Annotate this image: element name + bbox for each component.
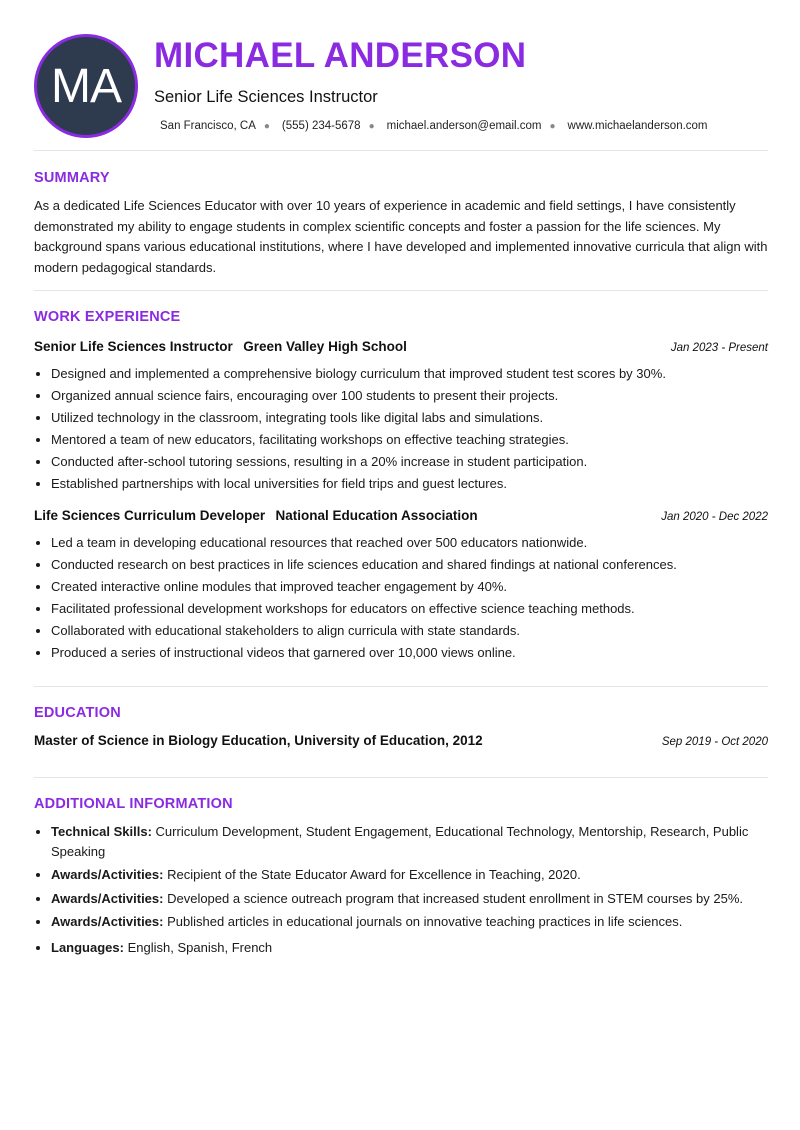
email-link[interactable]: michael.anderson@email.com bbox=[386, 120, 542, 132]
job-organization: National Education Association bbox=[275, 508, 478, 523]
list-item bbox=[51, 889, 785, 909]
list-item: • Produced a series of instructional videos that garnered over 10,000 views online. bbox=[51, 642, 768, 664]
item-label: Awards/Activities: bbox=[51, 890, 164, 906]
section-title-additional-information: ADDITIONAL INFORMATION bbox=[34, 796, 233, 812]
divider bbox=[34, 777, 768, 778]
list-item: • Utilized technology in the classroom, integrating tools like digital labs and simulations. bbox=[51, 407, 768, 429]
section-title-work-experience: WORK EXPERIENCE bbox=[34, 309, 181, 325]
list-item: • Facilitated professional development workshops for educators on effective science teaching methods. bbox=[51, 598, 768, 620]
list-item: • Conducted research on best practices in life sciences education and shared findings at national conferences. bbox=[51, 554, 768, 576]
summary-text: As a dedicated Life Sciences Educator with over 10 years of experience in academic and field settings, I have consistently demonstrated my ability to engage students in complex scientific concepts and foster a passion for the life sciences. My background spans various educational institutions, where I have developed and implemented innovative curricula that align with modern pedagogical standards. bbox=[34, 198, 768, 275]
website-link[interactable]: www.michaelanderson.com bbox=[567, 120, 708, 132]
item-label: Awards/Activities: bbox=[51, 914, 164, 929]
list-item: • Established partnerships with local universities for field trips and guest lectures. bbox=[51, 473, 768, 495]
language-item: , Spanish bbox=[170, 940, 224, 955]
list-item bbox=[51, 822, 785, 861]
separator-dot-icon: ● bbox=[549, 120, 556, 132]
separator-dot-icon: ● bbox=[263, 120, 270, 132]
candidate-name: MICHAEL ANDERSON bbox=[154, 36, 527, 75]
divider bbox=[34, 150, 768, 151]
additional-info-list bbox=[34, 822, 785, 961]
section-title-education: EDUCATION bbox=[34, 705, 121, 721]
separator-dot-icon: ● bbox=[368, 120, 375, 132]
job-title: Life Sciences Curriculum Developer bbox=[34, 508, 266, 523]
list-item: • Conducted after-school tutoring sessions, resulting in a 20% increase in student participation. bbox=[51, 451, 768, 473]
location-text: San Francisco, CA bbox=[160, 120, 256, 132]
list-item: • Organized annual science fairs, encouraging over 100 students to present their projects. bbox=[51, 385, 768, 407]
avatar bbox=[34, 34, 138, 138]
job-organization: Green Valley High School bbox=[243, 339, 407, 354]
candidate-title: Senior Life Sciences Instructor bbox=[154, 88, 378, 106]
item-text: Developed a science outreach program that increased student enrollment in STEM courses by 25%. bbox=[167, 890, 744, 906]
languages-list bbox=[128, 940, 273, 955]
list-item bbox=[51, 912, 785, 932]
contact-website[interactable] bbox=[568, 120, 708, 132]
contact-bar bbox=[160, 120, 708, 132]
job-bullets bbox=[34, 532, 768, 664]
contact-phone bbox=[282, 120, 387, 132]
avatar-initials: MA bbox=[51, 59, 121, 113]
list-item: • Mentored a team of new educators, facilitating workshops on effective teaching strategies. bbox=[51, 429, 768, 451]
languages-label: Languages: bbox=[51, 939, 124, 955]
list-item: • Collaborated with educational stakeholders to align curricula with state standards. bbox=[51, 620, 768, 642]
job-heading bbox=[34, 507, 478, 525]
item-label: Technical Skills: bbox=[51, 824, 152, 839]
education-entry bbox=[34, 733, 768, 748]
list-item bbox=[51, 938, 785, 958]
education-dates: Sep 2019 - Oct 2020 bbox=[661, 736, 768, 748]
job-entry bbox=[34, 338, 768, 495]
item-label: Awards/Activities: bbox=[51, 867, 164, 882]
job-title: Senior Life Sciences Instructor bbox=[34, 339, 233, 354]
language-item: English bbox=[127, 939, 171, 955]
job-heading bbox=[34, 338, 407, 356]
job-header bbox=[34, 507, 768, 525]
list-item: • Designed and implemented a comprehensive biology curriculum that improved student test scores by 30%. bbox=[51, 363, 768, 385]
item-text: Curriculum Development, Student Engagement, Educational Technology, Mentorship, Research, Public Speaking bbox=[51, 824, 749, 859]
list-item: • Created interactive online modules that improved teacher engagement by 40%. bbox=[51, 576, 768, 598]
contact-location bbox=[160, 120, 282, 132]
list-item bbox=[51, 865, 785, 885]
job-entry bbox=[34, 507, 768, 664]
language-item: , French bbox=[224, 940, 272, 955]
contact-email[interactable] bbox=[387, 120, 568, 132]
phone-text: (555) 234-5678 bbox=[281, 120, 361, 132]
item-text: Recipient of the State Educator Award for Excellence in Teaching, 2020. bbox=[167, 867, 581, 882]
job-dates: Jan 2020 - Dec 2022 bbox=[661, 511, 768, 523]
divider bbox=[34, 686, 768, 687]
list-item: • Led a team in developing educational resources that reached over 500 educators nationwide. bbox=[51, 532, 768, 554]
education-degree: Master of Science in Biology Education, University of Education, 2012 bbox=[34, 733, 483, 748]
job-bullets bbox=[34, 363, 768, 495]
item-text: Published articles in educational journals on innovative teaching practices in life sciences. bbox=[167, 914, 683, 929]
divider bbox=[34, 290, 768, 291]
job-dates: Jan 2023 - Present bbox=[670, 342, 768, 354]
job-header bbox=[34, 338, 768, 356]
section-title-summary: SUMMARY bbox=[34, 170, 110, 186]
